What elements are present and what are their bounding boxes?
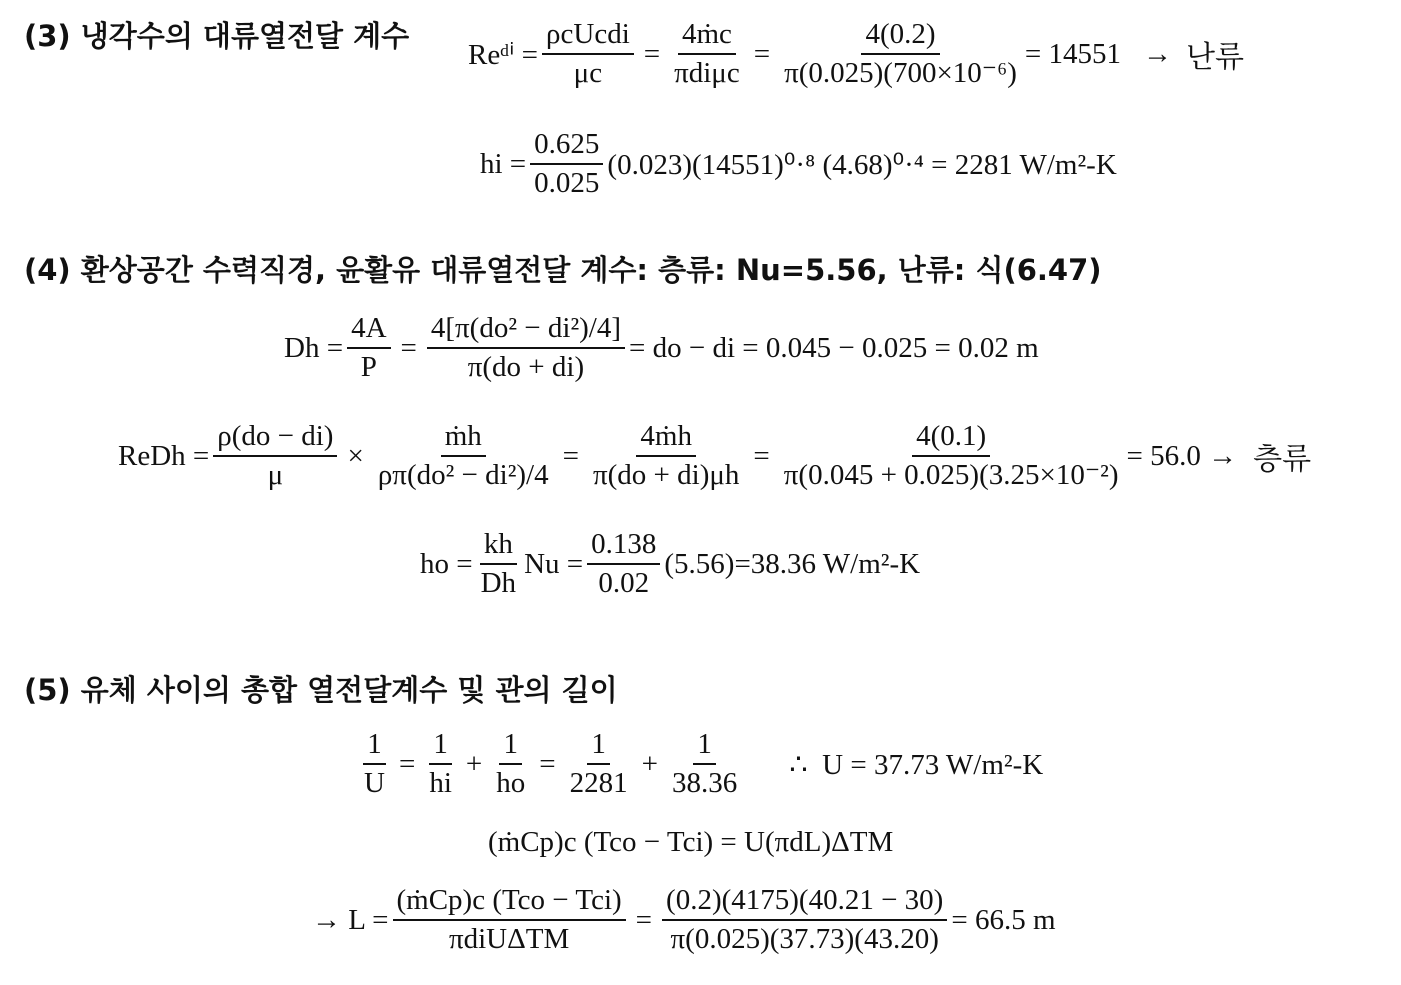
reynolds-coolant-equation: Reᵈⁱ = $\frac{\text{ρcUcdi}}{\mu c}$ = $\frac{\text{4ṁc}}{\text{πdiμc}}$ = $\frac{4(0.2)}{\text{π(0.025)(700×10⁻⁶)}}$ = 14551 → 난류 — [468, 18, 1244, 90]
energy-balance-equation — [488, 826, 893, 859]
times-sign: × — [347, 439, 364, 472]
eq-rest: (5.56)=38.36 W/m²-K — [664, 547, 921, 580]
eq-lhs: Dh = — [284, 331, 344, 364]
fraction: $\frac{\text{4ṁc}}{\text{πdiμc}}$ — [674, 18, 740, 90]
eq-mid: Nu = — [524, 547, 584, 580]
fraction: $\frac{4(0.2)}{\text{π(0.025)(700×10⁻⁶)}}$ — [784, 18, 1017, 90]
eq-lhs: ReDh = — [118, 439, 210, 472]
eq-result: = 66.5 m — [951, 903, 1056, 936]
eq-lhs: → L = — [312, 903, 389, 936]
fraction: $\frac{4A}{P}$ — [347, 312, 390, 385]
fraction: $\frac{\text{4ṁh}}{\pi(do + di)\mu h}$ — [592, 420, 740, 492]
arrow: → — [1143, 37, 1172, 70]
fraction: $\frac{\text{ṁh}}{\text{ρπ(do² − di²)/4}}$ — [377, 420, 549, 492]
fraction: $\frac{kh}{Dh}$ — [480, 528, 517, 600]
hi-equation — [480, 128, 1117, 201]
section-5-heading: (5) 유체 사이의 총합 열전달계수 및 관의 길이 — [24, 673, 618, 707]
fraction: $\frac{1}{ho}$ — [496, 728, 526, 800]
fraction: $\frac{\text{4[π(do² − di²)/4]}}{\pi(do + di)}$ — [427, 312, 625, 385]
eq-lhs: hi = — [480, 147, 527, 180]
fraction: $\frac{1}{38.36}$ — [671, 728, 738, 800]
eq-result: = 14551 — [1024, 37, 1121, 70]
overall-u-equation: $\frac{1}{U}$ = $\frac{1}{hi}$ + $\frac{1}{ho}$ = $\frac{1}{2281}$ + $\frac{1}{38.36}$ ∴ U = 37.73 W/m²-K — [356, 728, 1043, 801]
tube-length-equation: → L = $\frac{\text{(ṁCp)c (Tco − Tci)}}{\text{πdiUΔTM}}$ = $\frac{(0.2)(4175)(40.21 - 30)}{\pi(0.025)(37.73)(43.20)}$ = 66.5 m — [312, 884, 1056, 956]
hydraulic-diameter-equation: Dh = $\frac{4A}{P}$ = $\frac{\text{4[π(do² − di²)/4]}}{\pi(do + di)}$ = do − di = 0.045 − 0.025 = 0.02 m — [284, 312, 1039, 384]
fraction: $\frac{1}{2281}$ — [569, 728, 628, 800]
flow-regime-label: 층류 — [1253, 442, 1312, 478]
fraction: $\frac{1}{hi}$ — [429, 728, 452, 800]
fraction: $\frac{0.625}{0.025}$ — [530, 128, 603, 201]
fraction: $\frac{\text{ρcUcdi}}{\mu c}$ — [542, 18, 634, 91]
fraction: $\frac{4(0.1)}{\text{π(0.045 + 0.025)(3.25×10⁻²)}}$ — [783, 420, 1119, 492]
section-3-heading: (3) 냉각수의 대류열전달 계수 — [24, 19, 410, 53]
section-4-heading: (4) 환상공간 수력직경, 윤활유 대류열전달 계수: 층류: Nu=5.56, 난류: 식(6.47) — [24, 253, 1102, 287]
eq-text: (ṁCp)c (Tco − Tci) = U(πdL)ΔTM — [488, 826, 894, 858]
eq-result: = do − di = 0.045 − 0.025 = 0.02 m — [629, 331, 1039, 364]
eq-result: ∴ U = 37.73 W/m²-K — [789, 748, 1044, 781]
fraction: $\frac{\text{(ṁCp)c (Tco − Tci)}}{\text{πdiUΔTM}}$ — [393, 884, 626, 957]
ho-equation — [420, 528, 920, 601]
fraction: $\frac{\rho(do - di)}{\mu}$ — [213, 420, 337, 493]
fraction: $\frac{(0.2)(4175)(40.21 - 30)}{\pi(0.025)(37.73)(43.20)}$ — [662, 884, 947, 957]
eq-result: = 56.0 → — [1126, 439, 1238, 472]
reynolds-oil-equation: ReDh = $\frac{\rho(do - di)}{\mu}$ × $\frac{\text{ṁh}}{\text{ρπ(do² − di²)/4}}$ = $\frac{\text{4ṁh}}{\pi(do + di)\mu h}$ = $\frac{4(0.1)}{\text{π(0.045 + 0.025)(3.25×10⁻²)}}$ = 56.0 → 층류 — [118, 420, 1312, 492]
flow-regime-label: 난류 — [1186, 40, 1244, 76]
eq-rest: (0.023)(14551)⁰·⁸ (4.68)⁰·⁴ = 2281 W/m²-K — [607, 148, 1117, 181]
fraction: $\frac{1}{U}$ — [364, 728, 385, 800]
eq-lhs: Reᵈⁱ = — [468, 38, 539, 71]
fraction: $\frac{0.138}{0.02}$ — [587, 528, 660, 601]
eq-lhs: ho = — [420, 547, 473, 580]
